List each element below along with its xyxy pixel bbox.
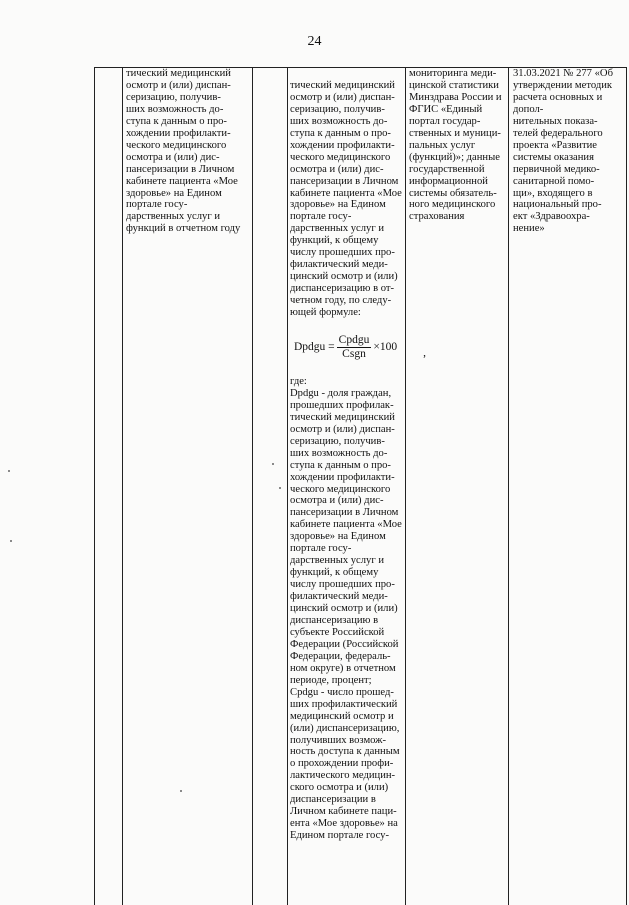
formula <box>294 333 426 361</box>
table-cell-indicator-name: тический медицинский осмотр и (или) диспан- серизацию, получив- ших возможность до- ступа к данным о про- хождении профилакти- ческого медицинского осмотра и (или) дис- пансеризации в Личном кабинете пациента «Мое здоровье» на Едином портале госу- дарственных услуг и функций в отчетном году <box>126 68 241 235</box>
formula-trailing-comma: , <box>423 346 426 359</box>
calculation-text-before-formula: тический медицинский осмотр и (или) диспан- серизацию, получив- ших возможность до- ступа к данным о про- хождении профилакти- ческого медицинского осмотра и (или) дис- пансеризации в Личном кабинете пациента «Мое здоровье» на Едином портале госу- дарственных услуг и функций, к общему числу прошедших про- филактический меди- цинский осмотр и (или) диспансеризацию в от- четном году, по следу- ющей формуле: <box>290 79 402 319</box>
table-cell-methodology-reference: 31.03.2021 № 277 «Об утверждении методик расчета основных и допол- нительных показа- телей федерального проекта «Развитие системы оказания первичной медико- санитарной помо- щи», входящего в национальный про- ект «Здравоохра- нение» <box>513 68 613 235</box>
formula-lhs: Dpdgu = <box>294 340 335 353</box>
formula-fraction <box>337 334 372 361</box>
scan-speck <box>8 470 10 472</box>
table-cell-data-source: мониторинга меди- цинской статистики Минздрава России и ФГИС «Единый портал государ- ственных и муници- пальных услуг (функций)»; данные государственной информационной системы обязатель- ного медицинского страхования <box>409 68 502 223</box>
formula-denominator: Csgn <box>342 347 366 360</box>
scan-speck <box>279 487 281 489</box>
formula-numerator: Cpdgu <box>338 333 370 346</box>
table-cell-calculation-method <box>290 68 426 854</box>
page-number: 24 <box>307 34 322 49</box>
scan-speck <box>10 540 12 542</box>
calculation-text-after-formula: где: Dpdgu - доля граждан, прошедших профилак- тический медицинский осмотр и (или) диспан- серизацию, получив- ших возможность до- ступа к данным о про- хождении профилакти- ческого медицинского осмотра и (или) дис- пансеризации в Личном кабинете пациента «Мое здоровье» на Едином портале госу- дарственных услуг и функций, к общему числу прошедших про- филактический меди- цинский осмотр и (или) диспансеризацию в субъекте Российской Федерации (Российской Федерации, федераль- ном округе) в отчетном периоде, процент; Cpdgu - число прошед- ших профилактический медицинский осмотр и (или) диспансеризацию, получивших возмож- ность доступа к данным о прохождении профи- лактического медицин- ского осмотра и (или) диспансеризации в Личном кабинете паци- ента «Мое здоровье» на Едином портале госу- <box>290 375 402 842</box>
scan-speck <box>272 463 274 465</box>
scan-speck <box>180 790 182 792</box>
formula-multiplier: ×100 <box>373 340 398 353</box>
